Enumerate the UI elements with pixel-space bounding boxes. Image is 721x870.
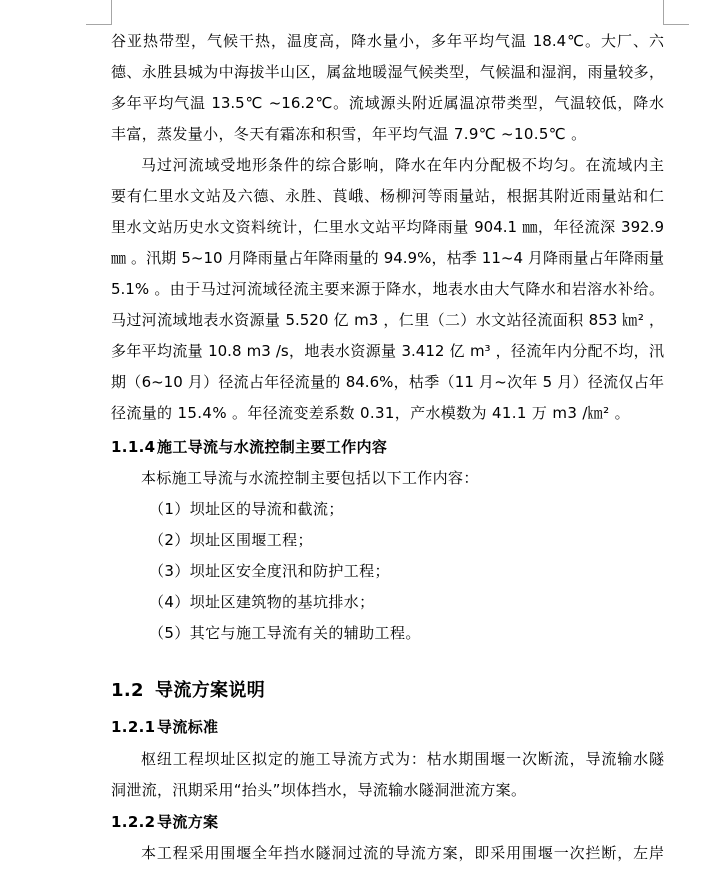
heading-1-2 (111, 679, 664, 703)
crop-mark-top-right-vertical (663, 0, 664, 25)
heading-1-2-2 (111, 812, 664, 832)
runoff-line-7: 多年平均流量 10.8 m3 /s，地表水资源量 3.412 亿 m³ ，径流年内分配不均，汛 (111, 342, 664, 360)
heading-1-2-1-number: 1.2.1 (111, 718, 156, 736)
crop-mark-top-right-horizontal (663, 24, 689, 25)
heading-1-1-4-title: 施工导流与水流控制主要工作内容 (157, 438, 388, 456)
list-item: （2）坝址区围堰工程； (149, 531, 313, 549)
climate-line-3: 多年平均气温 13.5℃ ~16.2℃。流域源头附近属温凉带类型，气温较低，降水 (111, 94, 664, 112)
climate-line-1: 谷亚热带型，气候干热，温度高，降水量小，多年平均气温 18.4℃。大厂、六 (111, 32, 664, 50)
heading-1-2-1 (111, 717, 664, 737)
heading-1-2-1-title: 导流标准 (157, 718, 219, 736)
list-item: （4）坝址区建筑物的基坑排水； (149, 593, 375, 611)
runoff-line-4: ㎜ 。汛期 5~10 月降雨量占年降雨量的 94.9%，枯季 11~4 月降雨量占年降雨量 (111, 249, 664, 267)
runoff-line-5: 5.1% 。由于马过河流域径流主要来源于降水，地表水由大气降水和岩溶水补给。 (111, 280, 664, 298)
climate-line-4: 丰富，蒸发量小，冬天有霜冻和积雪，年平均气温 7.9℃ ~10.5℃ 。 (111, 125, 587, 143)
list-item: （1）坝址区的导流和截流； (149, 500, 344, 518)
list-item: （5）其它与施工导流有关的辅助工程。 (149, 624, 421, 642)
runoff-line-6: 马过河流域地表水资源量 5.520 亿 m3 ，仁里（二）水文站径流面积 853 ㎞² ， (111, 311, 664, 329)
heading-1-1-4-number: 1.1.4 (111, 438, 156, 456)
runoff-line-2: 要有仁里水文站及六德、永胜、莨峨、杨柳河等雨量站，根据其附近雨量站和仁 (111, 187, 664, 205)
runoff-line-3: 里水文站历史水文资料统计，仁里水文站平均降雨量 904.1 ㎜，年径流深 392.9 (111, 218, 664, 236)
section-1-2-1-line-1: 枢纽工程坝址区拟定的施工导流方式为：枯水期围堰一次断流，导流输水隧 (141, 750, 664, 768)
crop-mark-top-left-horizontal (86, 24, 112, 25)
climate-line-2: 德、永胜县城为中海拔半山区，属盆地暖湿气候类型，气候温和湿润，雨量较多， (111, 63, 664, 81)
list-item: （3）坝址区安全度汛和防护工程； (149, 562, 390, 580)
runoff-line-1: 马过河流域受地形条件的综合影响，降水在年内分配极不均匀。在流域内主 (141, 156, 664, 174)
heading-1-2-2-number: 1.2.2 (111, 813, 156, 831)
runoff-line-9: 径流量的 15.4% 。年径流变差系数 0.31，产水模数为 41.1 万 m3 /㎞² 。 (111, 404, 630, 422)
heading-1-2-title: 导流方案说明 (155, 680, 266, 701)
heading-1-1-4 (111, 437, 664, 457)
heading-1-2-2-title: 导流方案 (157, 813, 219, 831)
runoff-line-8: 期（6~10 月）径流占年径流量的 84.6%，枯季（11 月~次年 5 月）径流仅占年 (111, 373, 664, 391)
section-1-2-1-line-2: 洞泄流，汛期采用“抬头”坝体挡水，导流输水隧洞泄流方案。 (111, 781, 527, 799)
crop-mark-top-left-vertical (111, 0, 112, 25)
section-1-2-2-line-1: 本工程采用围堰全年挡水隧洞过流的导流方案，即采用围堰一次拦断，左岸 (141, 844, 664, 862)
heading-1-2-number: 1.2 (111, 680, 144, 701)
section-1-1-4-intro: 本标施工导流与水流控制主要包括以下工作内容： (141, 469, 479, 487)
